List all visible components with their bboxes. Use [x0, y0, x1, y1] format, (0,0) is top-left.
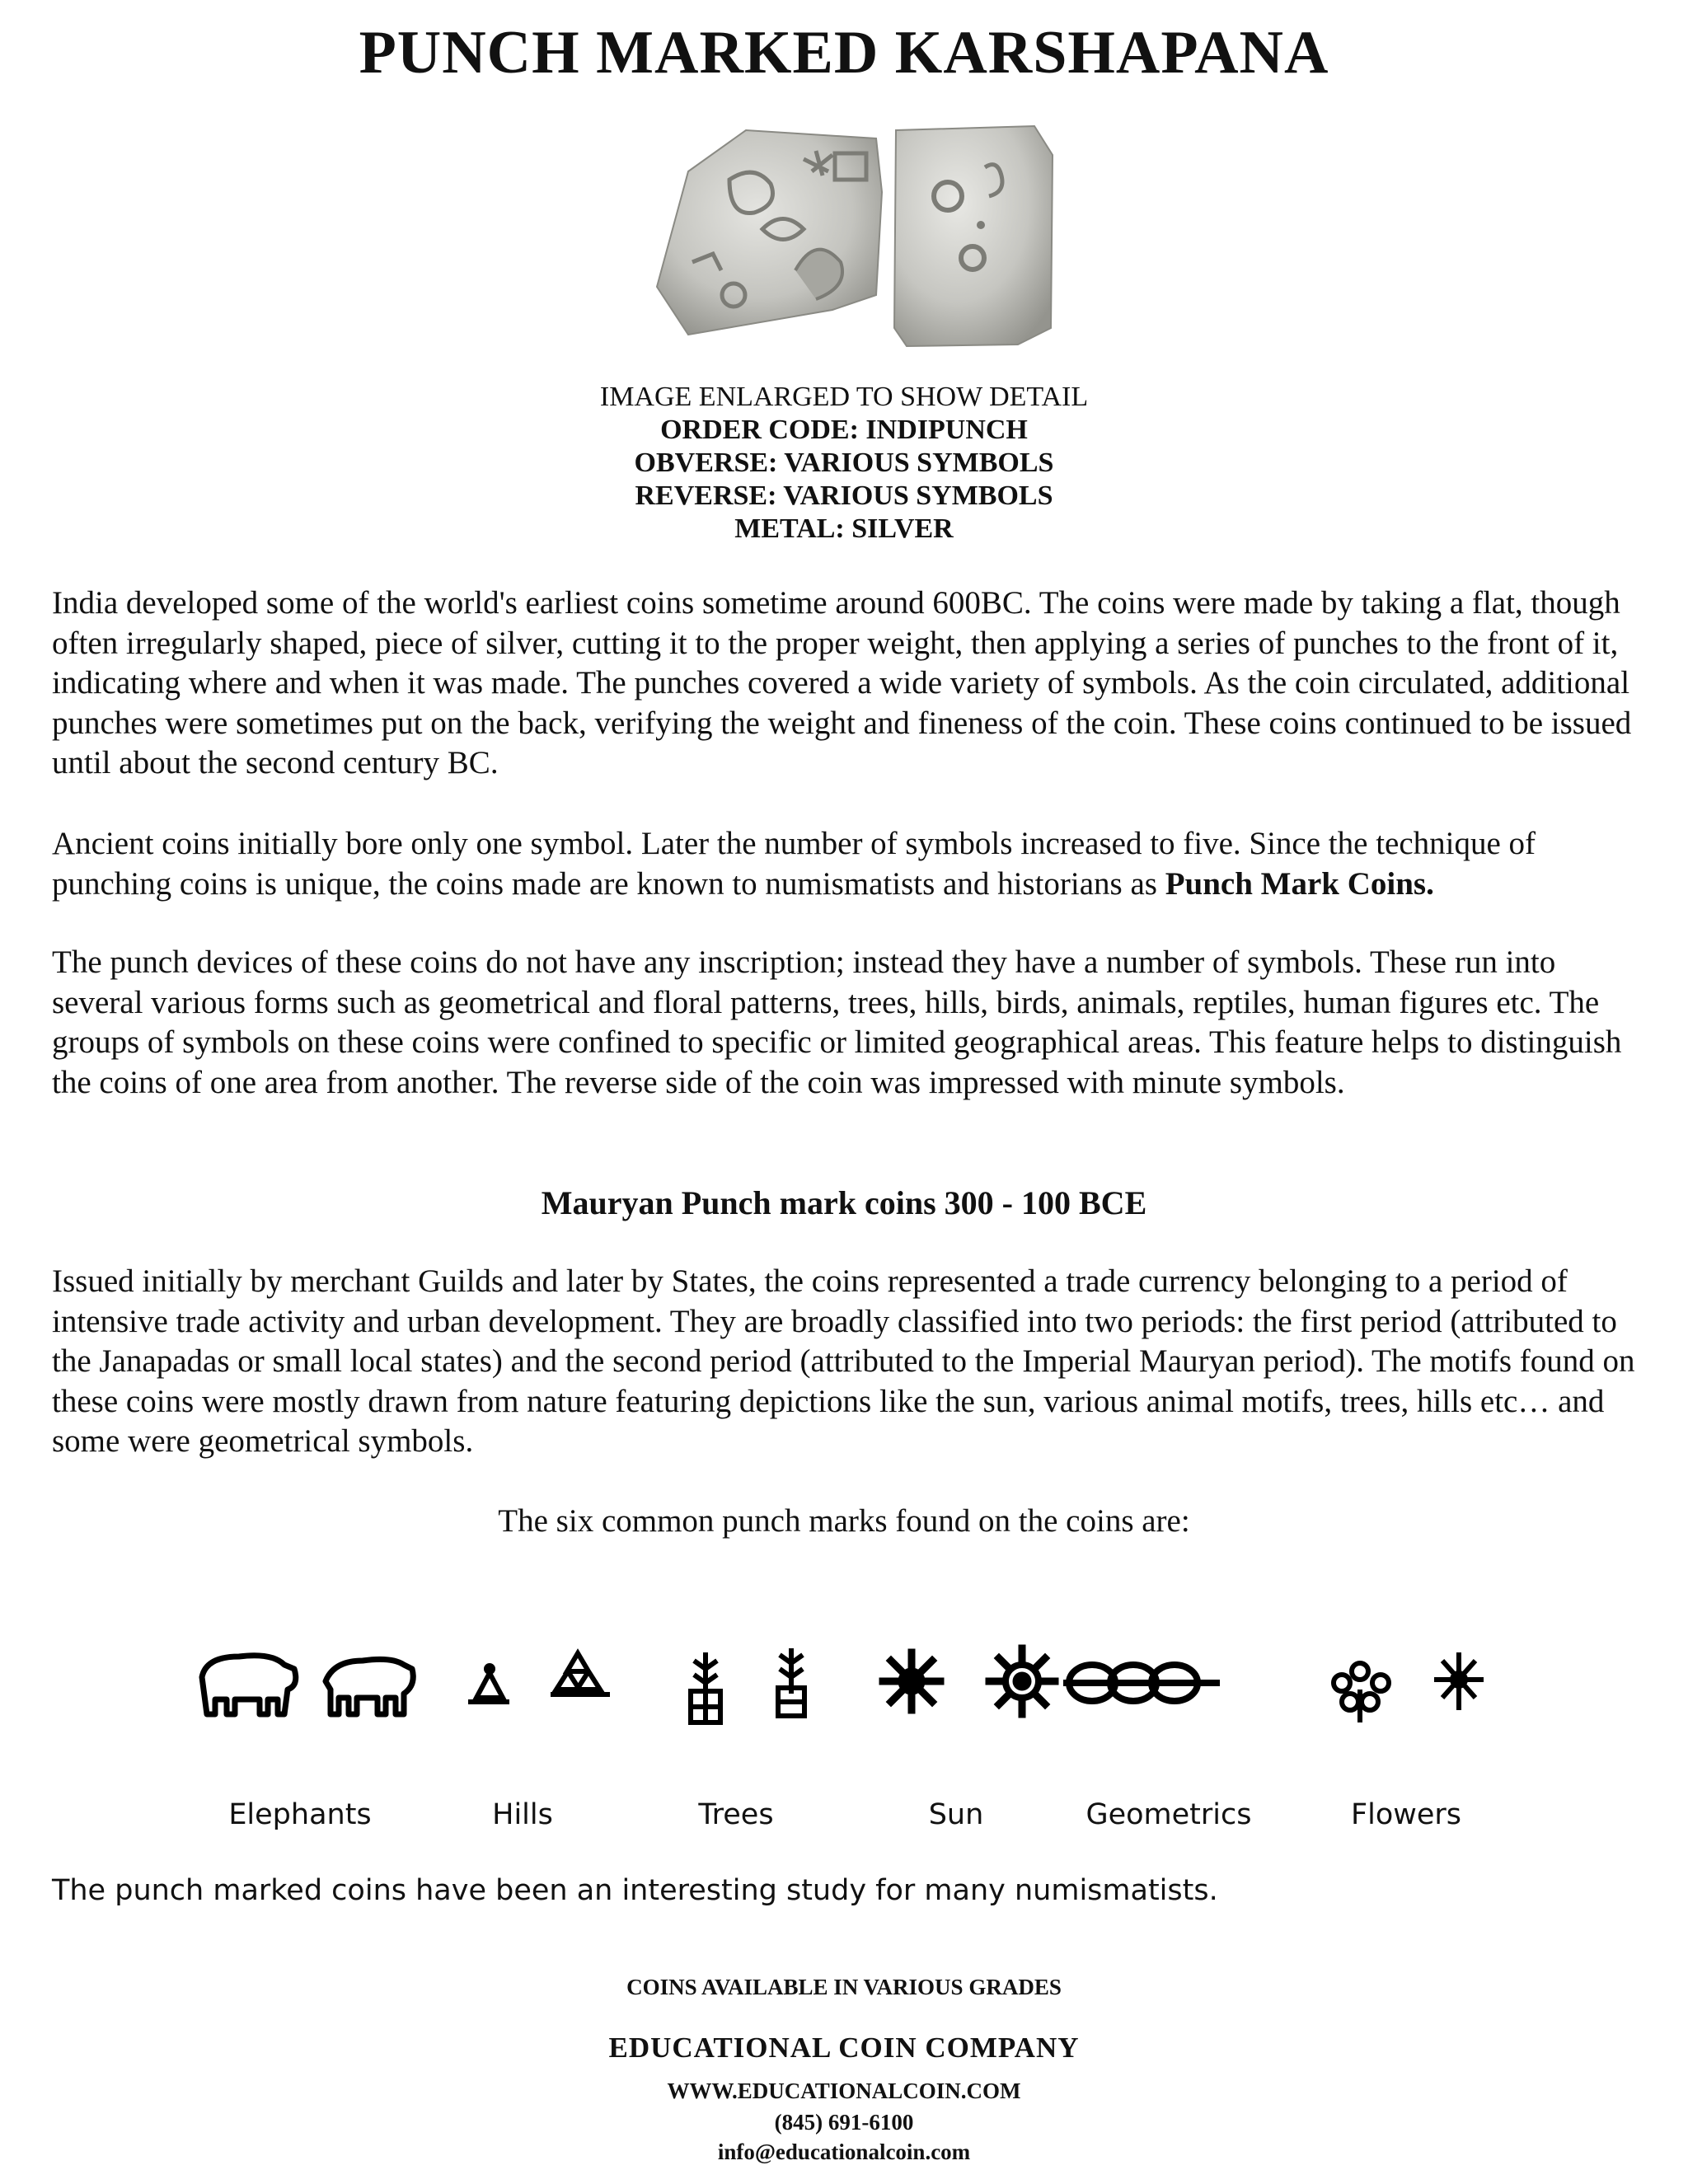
email-link[interactable]: info@educationalcoin.com [717, 2139, 971, 2164]
punch-marks-row [190, 1640, 1525, 1747]
punch-mark-coins-term: Punch Mark Coins. [1165, 865, 1434, 902]
paragraph-symbols-text: Ancient coins initially bore only one symbol. Later the number of symbols increased to five. Since the technique of punching coins is unique, the coins made are known to numismatists and historians as [52, 826, 1536, 902]
mark-label-elephants: Elephants [228, 1798, 372, 1831]
marks-intro: The six common punch marks found on the coins are: [498, 1503, 1190, 1539]
mark-label-sun: Sun [928, 1798, 984, 1831]
grades-notice: COINS AVAILABLE IN VARIOUS GRADES [626, 1975, 1062, 1999]
sun-icon [883, 1648, 1055, 1714]
hill-icon [468, 1653, 610, 1702]
mark-label-geometrics: Geometrics [1085, 1798, 1252, 1831]
paragraph-history: India developed some of the world's earliest coins sometime around 600BC. The coins were made by taking a flat, though often irregularly shaped, piece of silver, cutting it to the proper weight, then applying a series of punches to the front of it, indicating where and when it was made. The punches covered a wide variety of symbols. As the coin circulated, additional punches were sometimes put on the back, verifying the weight and fineness of the coin. These coins continued to be issued until about the second century BC. [52, 585, 1632, 780]
mark-label-trees: Trees [698, 1798, 774, 1831]
metal-description: METAL: SILVER [734, 513, 954, 544]
geometric-icon [1063, 1665, 1220, 1701]
coin-reverse [894, 126, 1053, 346]
mark-label-flowers: Flowers [1350, 1798, 1462, 1831]
image-caption: IMAGE ENLARGED TO SHOW DETAIL [599, 382, 1089, 412]
company-name: EDUCATIONAL COIN COMPANY [608, 2032, 1080, 2064]
tree-icon [691, 1648, 804, 1722]
elephant-icon [202, 1656, 413, 1714]
order-code: ORDER CODE: INDIPUNCH [660, 415, 1028, 445]
paragraph-punch-devices: The punch devices of these coins do not have any inscription; instead they have a number of symbols. These run into several various forms such as geometrical and floral patterns, trees, hills, birds, animals, reptiles, human figures etc. The groups of symbols on these coins were confined to specific or limited geographical areas. This feature helps to distinguish the coins of one area from another. The reverse side of the coin was impressed with minute symbols. [52, 944, 1622, 1100]
flower-icon [1334, 1652, 1484, 1722]
obverse-description: OBVERSE: VARIOUS SYMBOLS [634, 448, 1054, 478]
closing-sentence: The punch marked coins have been an interesting study for many numismatists. [52, 1874, 1218, 1907]
section-heading: Mauryan Punch mark coins 300 - 100 BCE [541, 1184, 1147, 1221]
coin-photo [639, 122, 1055, 351]
paragraph-mauryan: Issued initially by merchant Guilds and later by States, the coins represented a trade currency belonging to a period of intensive trade activity and urban development. They are broadly classified into two periods: the first period (attributed to the Janapadas or small local states) and the second period (attributed to the Imperial Mauryan period). The motifs found on these coins were mostly drawn from nature featuring depictions like the sun, various animal motifs, trees, hills etc… and some were geometrical symbols. [52, 1263, 1635, 1459]
website-link[interactable]: WWW.EDUCATIONALCOIN.COM [667, 2079, 1021, 2103]
coin-obverse [657, 130, 882, 335]
page-title: PUNCH MARKED KARSHAPANA [359, 19, 1329, 87]
mark-label-hills: Hills [492, 1798, 553, 1831]
phone-number: (845) 691-6100 [774, 2110, 914, 2135]
paragraph-symbols [52, 824, 1643, 904]
reverse-description: REVERSE: VARIOUS SYMBOLS [635, 480, 1053, 511]
